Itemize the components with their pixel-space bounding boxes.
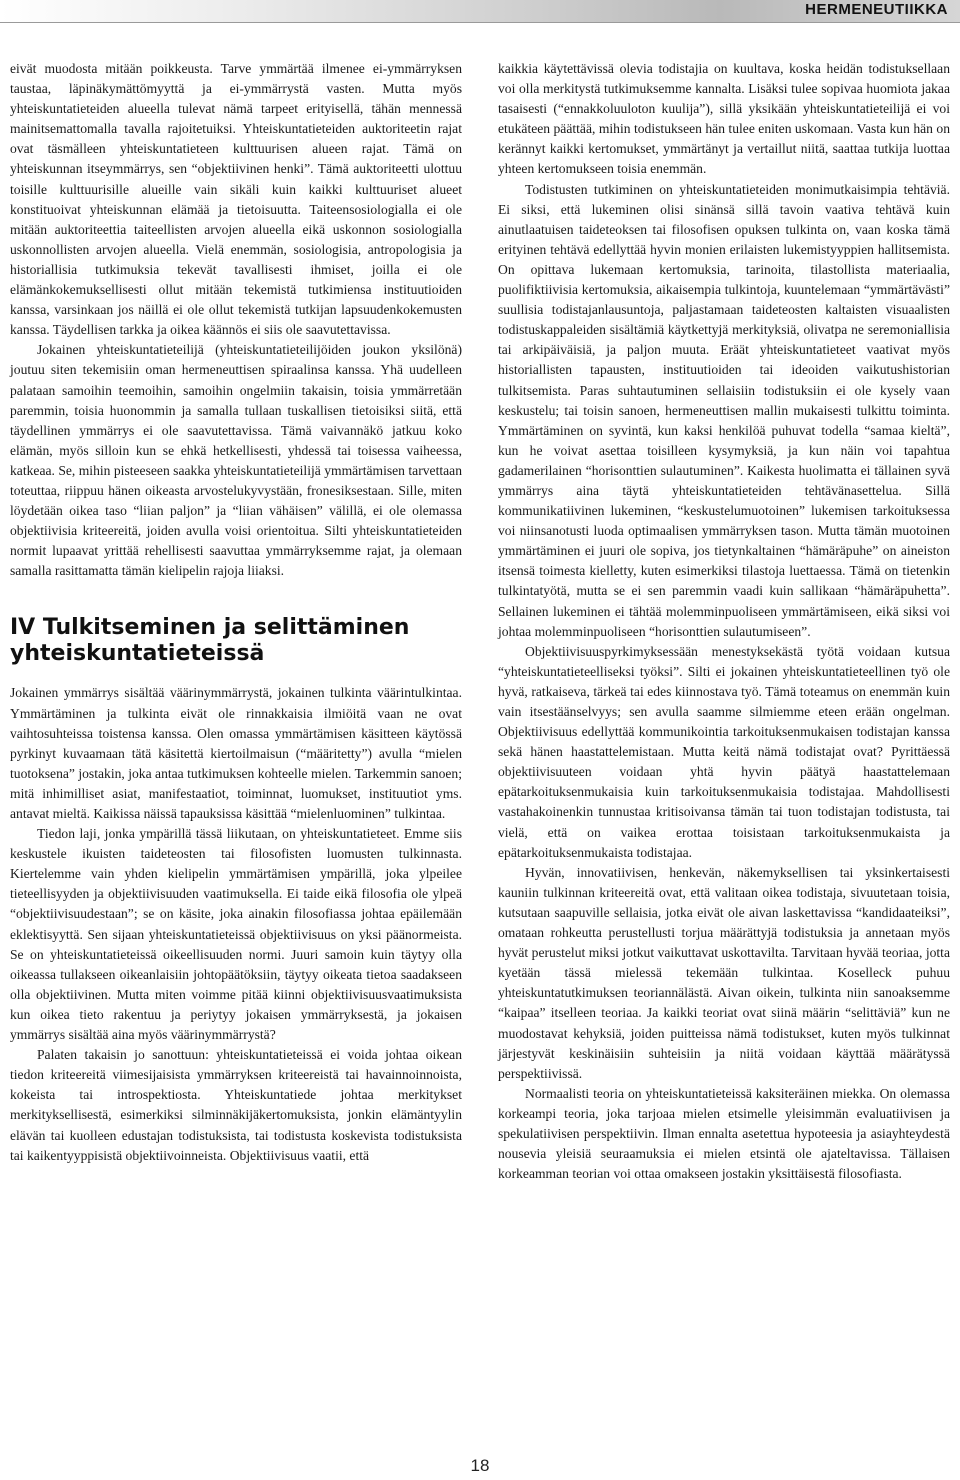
paragraph: Normaalisti teoria on yhteiskuntatieteissä kaksiteräinen miekka. On olemassa korkeampi teoria, joka tarjoaa mielen etsimelle yleisimmän evaluatiivisen ja spekulatiivisen perspektiivin. Ilman ennalta asetettua hypoteesia ja asiayhteydestä nousevia yleisiä seuraamuksia ei mielen etsintä ole ajateltavissa. Tällaisen korkeamman teorian voi ottaa omakseen jostakin yksittäisestä filosofiasta.	[498, 1085, 950, 1182]
paragraph: Jokainen yhteiskuntatieteilijä (yhteiskuntatieteilijöiden joukon yksilönä) joutuu siten tekemisiin oman hermeneuttisen spiraalinsa kanssa. Yhä uudelleen palataan samoihin teemoihin, samoihin ongelmiin takaisin, toisia ymmärretään paremmin, toisia huonommin ja samalla tullaan tuskallisen tietoisiksi siitä, että täydellinen ymmärrys ei ole saavutettavissa. Tämä vaivannäkö jatkuu koko elämän, myös silloin kun se ehkä hetkellisesti, yhdessä tai toisessa vaiheessa, katkeaa. Se, mihin pisteeseen saakka yhteiskuntatieteilijä ymmärtämisen tarvettaan toteuttaa, riippuu hänen oikeasta arvostelukyvystään, fronesiksestaan. Sille, miten löydetään oikea taso “liian paljon” ja “liian vähäisen” välillä, ei ole olemassa objektiivisia kriteereitä, joiden avulla voisi orientoitua. Silti yhteiskuntatieteiden normit lupaavat yrittää rehellisesti saavuttaa ymmärryksemme rajat, ja olemaan samalla rasittamatta tämän kielipelin rajoja liiaksi.	[10, 342, 462, 579]
paragraph: kaikkia käytettävissä olevia todistajia on kuultava, koska heidän todistuksellaan voi olla merkitystä tutkimuksemme kannalta. Lisäksi tulee sopivaa huomiota jakaa tasaisesti (“ennakkoluuloton kuulija”), sillä yksikään yhteiskuntatieteilijä ei voi etukäteen päättää, mihin todistukseen hän tulee eniten uskomaan. Vasta kun hän on kerännyt kaikki kertomukset, ymmärtänyt ja vertaillut niitä, saattaa tutkija luottaa yhteen kertomukseen toisia enemmän.	[498, 61, 950, 177]
paragraph: Jokainen ymmärrys sisältää väärinymmärrystä, jokainen tulkinta väärintulkintaa. Ymmärtäminen ja tulkinta eivät ole rinnakkaisia ilmiöitä vaan ne ovat vaihtosuhteissa toistensa kanssa. Olen omassa ymmärtämisen käsitteen käytössä pyrkinyt kuvaamaan tätä käsitettä kiertoilmaisun (“määritetty”) avulla “mielen tuotoksena” jostakin, joka antaa tutkimuksen kohteelle mielen. Tarkemmin sanoen; mitä inhimilliset asiat, manifestaatiot, toiminnat, luomukset, instituutiot yms. antavat mieltä. Kaikissa näissä tapauksissa käsittää “mielenluominen” tulkintaa.	[10, 685, 462, 821]
paragraph: Tiedon laji, jonka ympärillä tässä liikutaan, on yhteiskuntatieteet. Emme siis keskustele ikuisten taideteosten tai filosofisten luomusten tulkinnasta. Kiertelemme vain yhden kielipelin ymmärtämisen ympärillä, joka ylpeilee tieteellisyyden ja objektiivisuuden vaatimuksella. Ei taide eikä filosofia ole ylpeä “objektiivisuudestaan”; se on käsite, joka ainakin filosofiassa johtaa epäilemään eklektisyyttä. Sen sijaan yhteiskuntatieteissä objektiivisuus on yksi päänormeista. Se on yhteiskuntatieteissä oikeellisuuden normi. Juuri samoin kuin täytyy olla oikeassa tullakseen oikeanlaisiin johtopäätöksiin, täytyy oikeata tietoa saadakseen olla objektiivinen. Mutta miten voimme pitää kiinni objektiivisuusvaatimuksista kun oikea tieto rakentuu ja periytyy jokaisen ymmärryksestä, ja jokaisen ymmärrys sisältää aina myös väärinymmärrystä?	[10, 826, 462, 1043]
page-number: 18	[470, 1456, 490, 1475]
paragraph: eivät muodosta mitään poikkeusta. Tarve ymmärtää ilmenee ei-ymmärryksen taustaa, läpinäkymättömyyttä ja ei-ymmärrystä vasten. Mutta myös yhteiskuntatieteiden alueella tulevat nämä tarpeet erityisellä, tähän mennessä mainitsemattomalla tavalla rajoitetuiksi. Yhteiskuntatieteiden auktoriteetin rajat ovat täsmälleen yhteiskuntatieteen kulttuurisen alueen rajat. Tämä on yhteiskunnan itseymmärrys, sen “objektiivinen henki”. Tämä auktoriteetti ulottuu toisille kulttuurisille alueille vain sikäli kuin kaikki kulttuuriset alueet konstituoivat yhteiskunnan elämää ja tietoisuutta. Taiteensosiologialla ei ole mitään auktoriteettia taiteellisten arvojen alueella eikä uskonnon sosiologialla uskonnollisten arvojen alueella. Vielä enemmän, sosiologisia, antropologisia ja historiallisia tutkimuksia tekevät tavallisesti ihmiset, joilla ei ole elämänkokemuksellisesti ollut mitään tekemistä tutkimiensa instituutioiden kanssa, varsinkaan jos näillä ei ole ollut tekemistä tutkijan lapsuudenkokemusten kanssa. Täydellisen tarkka ja oikea käännös ei siis ole saavutettavissa.	[10, 61, 462, 338]
right-column	[498, 59, 950, 1184]
paragraph: Todistusten tutkiminen on yhteiskuntatieteiden monimutkaisimpia tehtäviä. Ei siksi, että lukeminen olisi sinänsä sillä tavoin vaativa tehtävä kuin ainutlaatuisen taideteoksen tai filosofisen opuksen tulkinta on, vaan koska tämä erityinen tehtävä edellyttää hyvin monien erilaisten lukemistyyppien hallitsemista. On opittava lukemaan kertomuksia, tarinoita, tilastollista materiaalia, puolifiktiivisia kertomuksia, aikaisempia tulkintoja, kuuntelemaan “ymmärtävästi” suullisia todistajanlausuntoja, paljastamaan taideteosten kaltaisten visuaalisten todistuskappaleiden sisältämiä käytkettyjä merkityksiä, olivatpa ne seremoniallisia tai arkipäiväisiä, ja paljon muuta. Eräät yhteiskuntatieteet vaativat myös historiallisten tapausten, instituutioiden tai ideoiden vaikutushistorian tulkitsemista. Paras suhtautuminen sellaisiin todistuksiin ei ole kysely vaan keskustelu; tai toisin sanoen, hermeneuttisen mallin mukaisesti tulkittu toiminta. Ymmärtäminen on syvintä, kun kaksi henkilöä puhuvat todella “samaa kieltä”, kun he voivat asettaa toisilleen kysymyksiä, ja kun näin voi tapahtua gadamerilainen “horisonttien sulautuminen”. Kaikesta huolimatta ei tällainen syvä ymmärrys aina täytä yhteiskuntatieteiden tehtävänasettelua. Sillä kommunikatiivinen lukeminen, “keskustelumuotoinen” lukemisen tarkoituksessa voi niinsanotusti luoda optimaalisen ymmärryksen tason. Mutta tämän muotoinen ymmärtäminen ei juuri ole sopiva, jos tietynkaltainen “hämäräpuhe” on aineiston itsensä toimesta kielletty, kuten esimerkiksi tilastoja luettaessa. Tämä on tietenkin tulkintatyötä, mutta se ei sen paremmin vaadi kuin sallikaan “hämäräpuhetta”. Sellainen lukeminen ei tähtää molemminpuoliseen ymmärtämiseen, eikä siksi voi johtaa molemminpuoliseen “horisonttien sulautumiseen”.	[498, 181, 950, 639]
paragraph: Objektiivisuuspyrkimyksessään menestyksekästä työtä voidaan kutsua “yhteiskuntatieteelliseksi työksi”. Silti ei jokainen yhteiskuntatieteellinen työ ole hyvä, ratkaiseva, tärkeä tai edes kiinnostava työ. Tämä toteamus on enemmän kuin vain itsestäänselvyys; sen avulla saamme silmiemme eteen erään ongelman. Objektiivisuus edellyttää kommunikointia tarkoituksenmukaisen todistajan kanssa sekä hänen haastattelemistaan. Mutta keitä nämä todistajat ovat? Pyrittäessä objektiivisuuteen voidaan yhtä hyvin päätyä haastattelemaan epätarkoituksenmukaisia kuin tarkoituksenmukaisia todistajaa. Mahdollisesti vastahakoinenkin tunnustaa kritisoivansa tämän tai tuon todistajan todistusta, tai vielä, että on vaikea erottaa toisistaan tarkoituksenmukaista ja epätarkoituksenmukaista todistajaa.	[498, 643, 950, 860]
section-heading: IV Tulkitseminen ja selittäminen yhteiskuntatieteissä	[10, 615, 410, 667]
paragraph: Hyvän, innovatiivisen, henkevän, näkemyksellisen tai yksinkertaisesti kauniin tulkinnan kriteereitä ovat, että valitaan oikea todistaja, sivuutetaan toisia, kutsutaan saapuville sellaisia, jotka eivät ole aivan laskettavissa “kandidaateiksi”, omataan rohkeutta perustellusti torjua määrättyjä todistuksia ja annetaan myös hyvät perustelut miksi jotkut vaikuttavat uskottavilta. Tarvitaan hyvää teoriaa, jotta kyetään tässä mielessä tekemään tulkintaa. Koselleck puhuu yhteiskuntatutkimuksen teoriannälästä. Aivan oikein, tulkinta niin sanoaksemme “kaipaa” itselleen teoriaa. Ja kaikki teoriat ovat siinä määrin “selittäviä” kun ne muodostavat kehyksiä, joiden puitteissa nämä todistukset, kuten myös tulkinnat järjestyvät keskinäisiin suhteisiin ja niitä voidaan käyttää määrätyssä perspektiivissä.	[498, 864, 950, 1081]
section-label: HERMENEUTIIKKA	[805, 1, 948, 18]
paragraph: Palaten takaisin jo sanottuun: yhteiskuntatieteissä ei voida johtaa oikean tiedon kriteereitä viimesijaisista ymmärryksen kriteereistä tai havainnoinnoista, kokeista tai introspektiosta. Yhteiskuntatiede johtaa merkitykset merkityksellisestä, esimerkiksi silminnäkijäkertomuksista, jonkin elämäntyylin elävän tai kuolleen edustajan todistuksista, tai todistusta koskevista todistuksista tai kaikentyyppisistä objektiivoinneista. Objektiivisuus vaatii, että	[10, 1047, 462, 1163]
left-column	[10, 59, 462, 1166]
header-band	[0, 0, 960, 22]
